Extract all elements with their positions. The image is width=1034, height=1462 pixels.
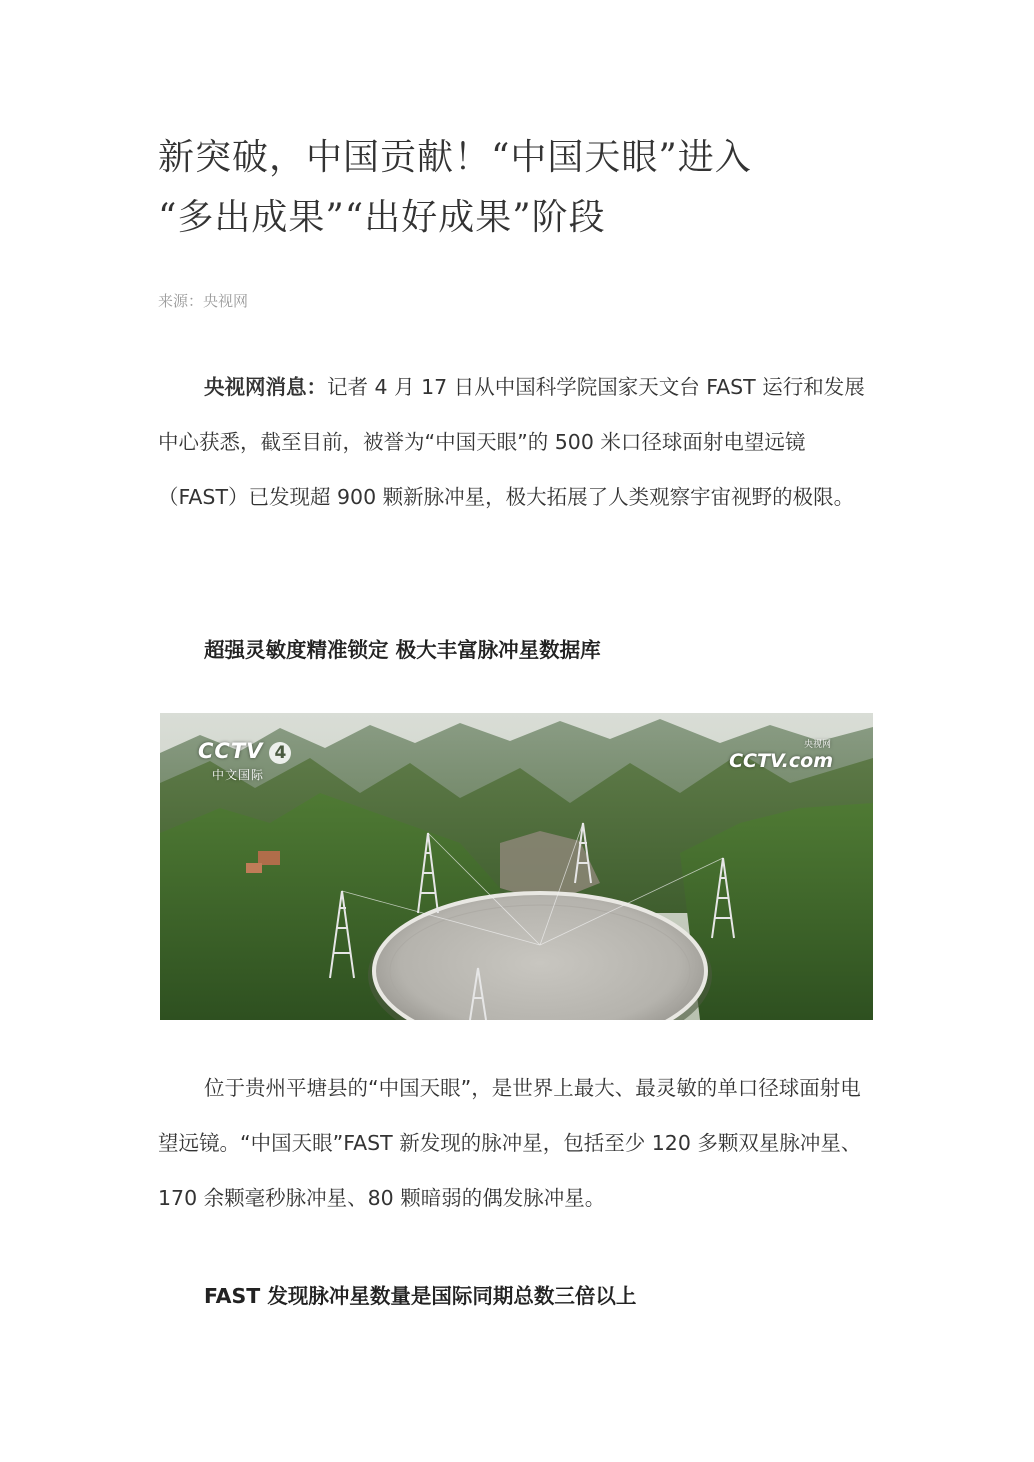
paragraph-2: 位于贵州平塘县的“中国天眼”，是世界上最大、最灵敏的单口径球面射电望远镜。“中国天眼”FAST 新发现的脉冲星，包括至少 120 多颗双星脉冲星、170 余颗毫秒脉冲星、80 颗暗弱的偶发脉冲星。 — [158, 1076, 862, 1210]
article-source: 来源：央视网 — [158, 292, 249, 310]
section-heading-1: 超强灵敏度精准锁定 极大丰富脉冲星数据库 — [204, 638, 601, 662]
article-title — [158, 128, 878, 248]
cctv-com-small-label: 央视网 — [803, 740, 831, 750]
cctv4-logo — [198, 739, 291, 783]
paragraph-1 — [158, 360, 878, 525]
fast-telescope-photo — [160, 713, 873, 1020]
paragraph-1-lead: 央视网消息： — [204, 375, 327, 399]
title-line-1: 新突破，中国贡献！“中国天眼”进入 — [158, 137, 752, 178]
channel-name: 中文国际 — [212, 768, 265, 782]
paragraph-1-body: 记者 4 月 17 日从中国科学院国家天文台 FAST 运行和发展中心获悉，截至目前，被誉为“中国天眼”的 500 米口径球面射电望远镜（FAST）已发现超 900 颗新脉冲星，极大拓展了人类观察宇宙视野的极限。 — [158, 375, 865, 509]
title-line-2: “多出成果”“出好成果”阶段 — [158, 197, 606, 238]
section-heading-2: FAST 发现脉冲星数量是国际同期总数三倍以上 — [204, 1284, 637, 1308]
cctv-com-logo — [729, 737, 833, 772]
cctv-brand-text: CCTV — [198, 739, 264, 763]
cctv-com-brand-text: CCTV.com — [729, 750, 833, 772]
channel-number-badge: 4 — [269, 742, 291, 764]
